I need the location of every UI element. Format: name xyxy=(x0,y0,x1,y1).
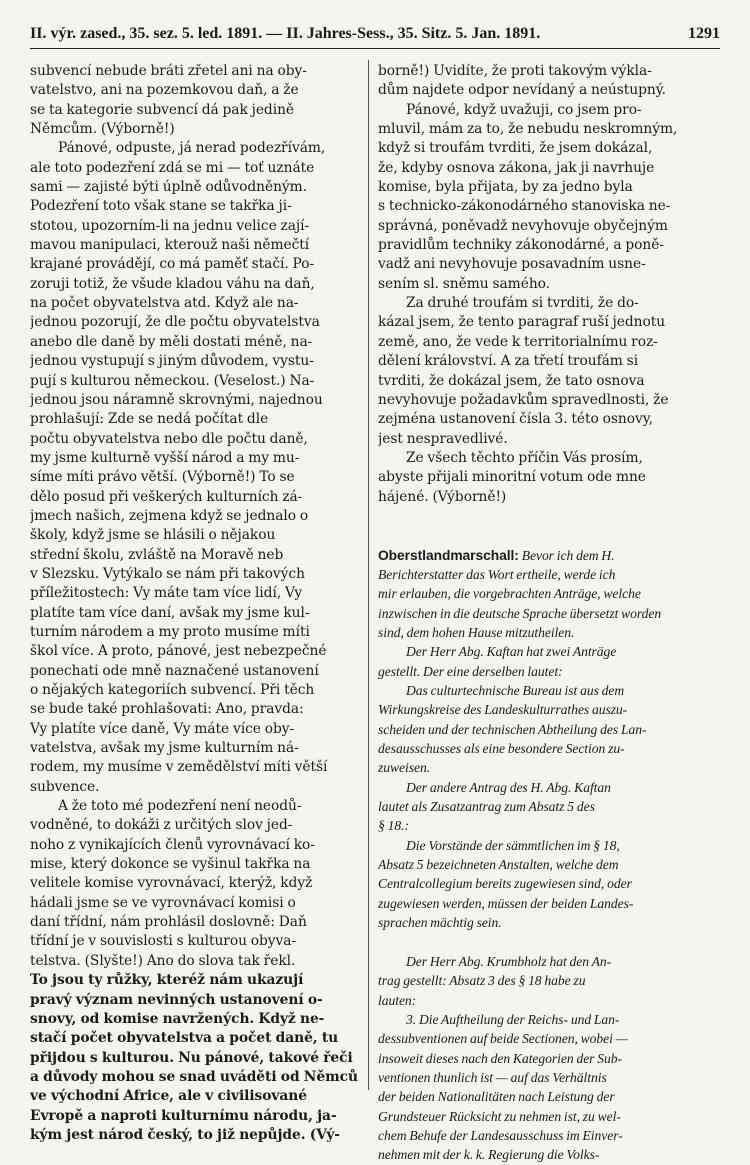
text-line: mavou manipulaci, kterouž naši němečtí xyxy=(30,237,310,254)
text-line: rodem, my musíme v zemědělství míti větší xyxy=(30,759,328,776)
speaker-name: Oberstlandmarschall: xyxy=(378,547,519,563)
text-line: nevyhovuje požadavkům spravedlnosti, že xyxy=(378,391,669,408)
text-line: země, ano, že vede k territorialnímu roz- xyxy=(378,333,658,350)
text-line: Absatz 5 bezeichneten Anstalten, welche dem xyxy=(378,857,619,873)
right-column-czech-text xyxy=(378,62,720,507)
text-line: sením sl. sněmu samého. xyxy=(378,275,551,292)
text-line: 3. Die Auftheilung der Reichs- und Lan- xyxy=(406,1011,620,1027)
text-line: o nějakých kategoriích subvencí. Při těch xyxy=(30,682,315,698)
text-line: kým jest národ český, to již nepůjde. (Vý- xyxy=(30,1126,340,1143)
text-line: dělo posud při veškerých kulturních zá- xyxy=(30,488,303,505)
text-line: velitele komise vyrovnávací, kterýž, když xyxy=(30,875,313,892)
text-line: der beiden Nationalitäten nach Leistung der xyxy=(378,1089,615,1105)
text-line: když si troufám tvrditi, že jsem dokázal, xyxy=(378,140,653,157)
text-line: turním národem a my proto musíme míti xyxy=(30,623,310,640)
text-line: pravý význam nevinných ustanovení o- xyxy=(30,991,323,1008)
text-line: komise, byla přijata, by za jedno byla xyxy=(378,179,633,196)
text-line: sind, dem hohen Hause mitzutheilen. xyxy=(378,624,575,640)
text-line: vatelstva, avšak my jsme kulturním ná- xyxy=(30,740,299,757)
text-line: stotou, upozorním-li na jednu velice zají- xyxy=(30,217,310,234)
text-line: vadž ani nevyhovuje posavadním usne- xyxy=(378,256,646,273)
text-line: Ze všech těchto příčin Vás prosím, xyxy=(406,449,643,466)
text-line: dělení království. A za třetí troufám si xyxy=(378,353,639,370)
text-line: vodněné, to dokáži z určitých slov jed- xyxy=(30,817,293,834)
text-line: krajané provádějí, co má paměť stačí. Po- xyxy=(30,256,315,273)
text-line: zejména ustanovení čísla 3. této osnovy, xyxy=(378,411,653,428)
text-line: A že toto mé podezření není neodů- xyxy=(58,798,302,815)
text-line: jednou pozorují, že dle počtu obyvatelstva xyxy=(30,314,320,331)
text-line: platíte tam více daní, avšak my jsme kul- xyxy=(30,604,310,621)
text-line: insoweit dieses nach den Kategorien der Sub- xyxy=(378,1050,622,1066)
text-line: zoruji totiž, že všude kladou váhu na daň, xyxy=(30,275,315,292)
text-line: trag gestellt: Absatz 3 des § 18 habe zu xyxy=(378,973,586,989)
text-line: anebo dle daně by měli dostati méně, na- xyxy=(30,333,313,350)
text-line: hájené. (Výborně!) xyxy=(378,488,507,505)
text-line: Das culturtechnische Bureau ist aus dem xyxy=(406,683,625,698)
text-line: stačí počet obyvatelstva a počet daně, tu xyxy=(30,1030,339,1047)
text-line: jest nespravedlivé. xyxy=(378,430,508,447)
text-line: § 18.: xyxy=(378,818,409,834)
text-line: dům najdete odpor nevídaný a neústupný. xyxy=(378,82,666,99)
text-line: Grundsteuer Rücksicht zu nehmen ist, zu wel- xyxy=(378,1108,621,1124)
paragraph-gap xyxy=(378,526,720,545)
text-line: Němcům. (Výborně!) xyxy=(30,121,175,138)
text-line: telstva. (Slyšte!) Ano do slova tak řekl. xyxy=(30,952,296,969)
text-line: Der andere Antrag des H. Abg. Kaftan xyxy=(406,779,611,795)
text-line: ale toto podezření zdá se mi — toť uznáte xyxy=(30,159,315,176)
text-line: zuweisen. xyxy=(378,760,431,776)
text-line: vatelstvo, ani na pozemkovou daň, a že xyxy=(30,82,299,99)
text-line: sami — zajisté býti úplně odůvodněným. xyxy=(30,179,308,196)
text-line: jednou jsou náramně skrovnými, najednou xyxy=(30,391,323,408)
text-line: dessubventionen auf beide Sectionen, wobei — xyxy=(378,1031,628,1047)
text-line: prohlašují: Zde se nedá počítat dle xyxy=(30,411,269,428)
text-line: Der Herr Abg. Krumbholz hat den An- xyxy=(406,953,612,969)
text-line: Pánové, odpuste, já nerad podezřívám, xyxy=(58,140,326,157)
text-line: noho z vynikajících členů vyrovnávací ko- xyxy=(30,836,315,853)
text-line: správná, poněvadž nevyhovuje obyčejným xyxy=(378,217,668,234)
text-line: Die Vorstände der sämmtlichen im § 18, xyxy=(406,837,620,853)
text-line: a důvody mohou se snad uváděti od Němců xyxy=(30,1068,358,1085)
text-line: To jsou ty růžky, kteréž nám ukazují xyxy=(30,972,304,989)
text-line: síme míti právo větší. (Výborně!) To se xyxy=(30,469,295,486)
text-line: snovy, od komise navržených. Když ne- xyxy=(30,1010,325,1027)
text-line: příležitostech: Vy máte tam více lidí, Vy xyxy=(30,585,303,602)
text-line: střední školu, zvláště na Moravě neb xyxy=(30,546,284,563)
text-line: gestellt. Der eine derselben lautet: xyxy=(378,663,563,679)
text-line: borně!) Uvidíte, že proti takovým výkla- xyxy=(378,63,652,79)
text-line: daní třídní, nám prohlásil doslovně: Daň xyxy=(30,914,307,931)
text-line: hádali jsme se ve vyrovnávací komisi o xyxy=(30,894,296,911)
text-line: lauten: xyxy=(378,992,417,1008)
text-line: se bude také prohlašovati: Ano, pravda: xyxy=(30,701,304,718)
text-line: subvence. xyxy=(30,778,100,795)
text-line: my jsme kulturně vyšší národ a my mu- xyxy=(30,449,300,466)
text-line: kázal jsem, že tento paragraf ruší jednotu xyxy=(378,314,666,331)
text-line: mise, který dokonce se vyšinul takřka na xyxy=(30,856,311,873)
text-line: ve východní Africe, ale v civilisované xyxy=(30,1088,307,1105)
text-line: Podezření toto však stane se takřka ji- xyxy=(30,198,292,215)
text-line: inzwischen in die deutsche Sprache übersetzt worden xyxy=(378,605,662,621)
text-line: Berichterstatter das Wort ertheile, werde ich xyxy=(378,566,616,582)
text-line: přijdou s kulturou. Nu pánové, takové řeči xyxy=(30,1049,353,1066)
left-column xyxy=(30,62,362,1145)
text-line: jmech našich, zejmena když se jednalo o xyxy=(30,507,309,524)
right-column xyxy=(378,62,720,1165)
text-line: Centralcollegium bereits zugewiesen sind, oder xyxy=(378,876,632,892)
text-line: desausschusses als eine besondere Section zu- xyxy=(378,741,625,757)
text-line: lautet als Zusatzantrag zum Absatz 5 des xyxy=(378,799,595,815)
text-line: Za druhé troufám si tvrditi, že do- xyxy=(406,295,639,312)
text-line: jednou vystupují s jiným důvodem, vystu- xyxy=(30,353,314,370)
text-line: škol více. A proto, pánové, jest nebezpečné xyxy=(30,643,327,660)
text-line: s technicko-zákonodárného stanoviska ne- xyxy=(378,198,671,215)
text-line: scheiden und der technischen Abtheilung des Lan- xyxy=(378,721,647,737)
speaker-line-text: Bevor ich dem H. xyxy=(521,547,615,563)
text-line: Evropě a naproti kulturnímu národu, ja- xyxy=(30,1107,337,1124)
running-title: II. výr. zased., 35. sez. 5. led. 1891. — II. Jahres-Sess., 35. Sitz. 5. Jan. 1891. xyxy=(30,25,541,42)
text-line: pují s kulturou německou. (Veselost.) Na- xyxy=(30,372,315,389)
page-number: 1291 xyxy=(688,25,720,42)
text-line: počtu obyvatelstva nebo dle počtu daně, xyxy=(30,430,308,447)
text-line: třídní je v souvislosti s kulturou obyva- xyxy=(30,933,297,950)
text-line: pravidlům techniky zákonodárné, a poně- xyxy=(378,237,664,254)
text-line: se ta kategorie subvencí dá pak jedině xyxy=(30,101,295,118)
text-line: že, kdyby osnova zákona, jak ji navrhuje xyxy=(378,159,655,176)
speaker-line xyxy=(378,546,720,565)
text-line: zugewiesen werden, müssen der beiden Landes- xyxy=(378,895,634,911)
text-line: tvrditi, že dokázal jsem, že tato osnova xyxy=(378,372,645,389)
text-line: subvencí nebude bráti zřetel ani na oby- xyxy=(30,63,307,79)
column-divider xyxy=(368,60,369,1090)
text-line: ponechati ode mně naznačené ustanovení xyxy=(30,662,319,679)
text-line: Der Herr Abg. Kaftan hat zwei Anträge xyxy=(406,644,617,660)
text-line: na počet obyvatelstva atd. Když ale na- xyxy=(30,295,299,312)
text-line: mluvil, mám za to, že nebudu neskromným, xyxy=(378,121,678,138)
right-column-german-text xyxy=(378,565,720,1165)
text-line: abyste přijali minoritní votum ode mne xyxy=(378,469,646,486)
page-header xyxy=(30,22,720,49)
paragraph-gap xyxy=(378,507,720,526)
text-line: Vy platíte více daně, Vy máte více oby- xyxy=(30,720,295,737)
text-line: školy, když jsme se hlásili o nějakou xyxy=(30,527,276,544)
text-line: sprachen mächtig sein. xyxy=(378,915,502,931)
paragraph-gap xyxy=(378,932,720,951)
text-line: Wirkungskreise des Landeskulturrathes auszu- xyxy=(378,702,628,718)
text-line: chem Behufe der Landesausschuss im Einver- xyxy=(378,1127,623,1143)
text-line: ventionen thunlich ist — auf das Verhältnis xyxy=(378,1069,607,1085)
text-line: v Slezsku. Vytýkalo se nám při takových xyxy=(30,565,305,582)
text-line: Pánové, když uvažuji, co jsem pro- xyxy=(406,101,642,118)
text-line: nehmen mit der k. k. Regierung die Volks- xyxy=(378,1147,600,1163)
text-line: mir erlauben, die vorgebrachten Anträge, welche xyxy=(378,586,641,602)
